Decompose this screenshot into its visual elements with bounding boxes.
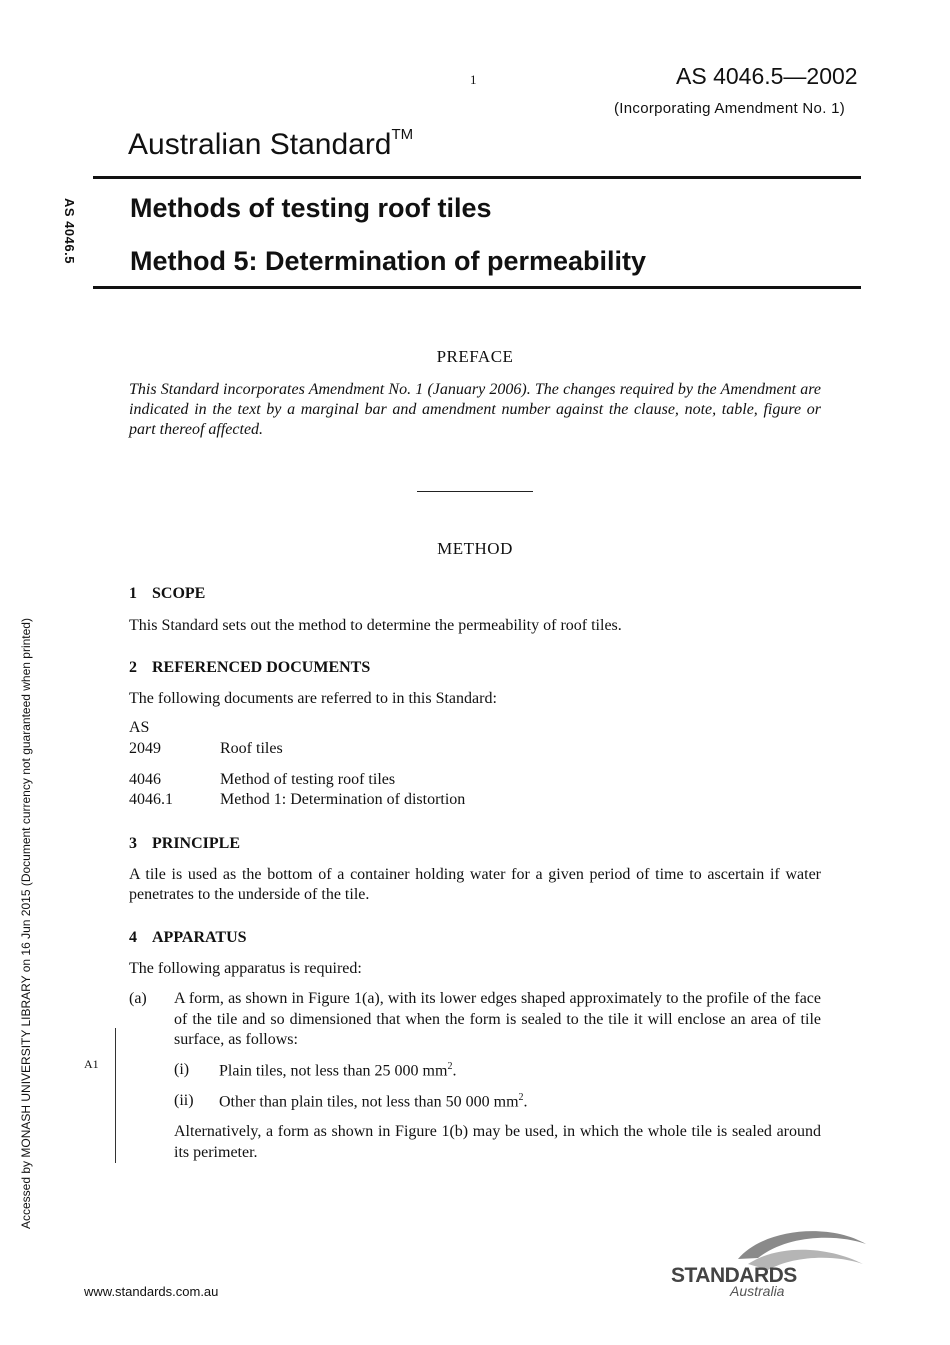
section-divider [417, 491, 533, 492]
reference-code: 4046 [129, 771, 161, 788]
apparatus-intro: The following apparatus is required: [129, 960, 362, 977]
amendment-bar [115, 1028, 116, 1163]
brand-title [128, 128, 413, 162]
item-text: A form, as shown in Figure 1(a), with its lower edges shaped approximately to the profile of the face of the tile and so dimensioned that when the form is sealed to the tile it will enclose an area of tile surface, as follows: [174, 990, 821, 1048]
terminator: . [452, 1062, 457, 1080]
trademark-mark: TM [391, 126, 414, 143]
superscript: 2 [447, 1061, 453, 1072]
footer-url[interactable]: www.standards.com.au [84, 1284, 219, 1299]
document-subtitle: Method 5: Determination of permeability [130, 246, 647, 276]
section-heading-principle [129, 835, 240, 853]
standard-number: AS 4046.5—2002 [676, 63, 858, 89]
title-rule-bottom [93, 286, 861, 289]
section-title: SCOPE [152, 585, 206, 602]
amendment-marker: A1 [84, 1057, 99, 1071]
logo-sub-text: Australia [730, 1283, 785, 1299]
reference-row [129, 791, 465, 809]
item-label: (a) [129, 990, 147, 1007]
reference-title: Roof tiles [220, 740, 283, 757]
method-heading: METHOD [437, 539, 513, 558]
standards-australia-logo [668, 1224, 868, 1299]
apparatus-alternative [174, 1122, 821, 1163]
amendment-note: (Incorporating Amendment No. 1) [614, 100, 846, 117]
section-heading-apparatus [129, 929, 247, 947]
section-title: REFERENCED DOCUMENTS [152, 659, 371, 676]
page-number: 1 [470, 72, 477, 87]
section-number: 2 [129, 659, 137, 676]
scope-text: This Standard sets out the method to determine the permeability of roof tiles. [129, 617, 622, 634]
section-number: 3 [129, 835, 137, 852]
spine-label: AS 4046.5 [62, 198, 77, 264]
subitem-text: Plain tiles, not less than 25 000 mm [219, 1062, 448, 1080]
document-title: Methods of testing roof tiles [130, 193, 492, 223]
subitem-text-wrap [219, 1092, 821, 1111]
references-intro: The following documents are referred to in this Standard: [129, 690, 497, 707]
section-heading-references [129, 659, 370, 677]
subitem-label: (ii) [174, 1092, 194, 1109]
superscript: 2 [518, 1092, 524, 1103]
apparatus-item-a [129, 989, 821, 1051]
section-number: 1 [129, 585, 137, 602]
reference-row [129, 771, 395, 789]
principle-text: A tile is used as the bottom of a container holding water for a given period of time to ascertain if water penetrates to the underside of the tile. [129, 866, 821, 903]
brand-text: Australian Standard [128, 128, 392, 161]
reference-code: 2049 [129, 740, 161, 757]
access-watermark: Accessed by MONASH UNIVERSITY LIBRARY on 16 Jun 2015 (Document currency not guaranteed when printed) [19, 618, 33, 1230]
reference-title: Method of testing roof tiles [220, 771, 396, 788]
apparatus-subitem-ii [174, 1092, 821, 1111]
subitem-label: (i) [174, 1061, 190, 1078]
references-group: AS [129, 719, 150, 736]
subitem-text: Other than plain tiles, not less than 50 000 mm [219, 1093, 519, 1111]
preface-heading: PREFACE [436, 347, 514, 366]
reference-code: 4046.1 [129, 791, 173, 808]
alternative-text: Alternatively, a form as shown in Figure 1(b) may be used, in which the whole tile is sealed around its perimeter. [174, 1123, 821, 1161]
terminator: . [523, 1093, 528, 1111]
reference-title: Method 1: Determination of distortion [220, 791, 466, 808]
preface-text: This Standard incorporates Amendment No. 1 (January 2006). The changes required by the Amendment are indicated in the text by a marginal bar and amendment number against the clause, note, table, figure or part thereof affected. [129, 381, 821, 438]
apparatus-subitem-i [174, 1061, 821, 1080]
section-heading-scope [129, 585, 205, 603]
reference-row [129, 740, 283, 758]
section-title: APPARATUS [152, 929, 247, 946]
subitem-text-wrap [219, 1061, 821, 1080]
section-number: 4 [129, 929, 137, 946]
title-rule-top [93, 176, 861, 179]
logo-main-text: STANDARDS [671, 1264, 797, 1287]
section-title: PRINCIPLE [152, 835, 241, 852]
